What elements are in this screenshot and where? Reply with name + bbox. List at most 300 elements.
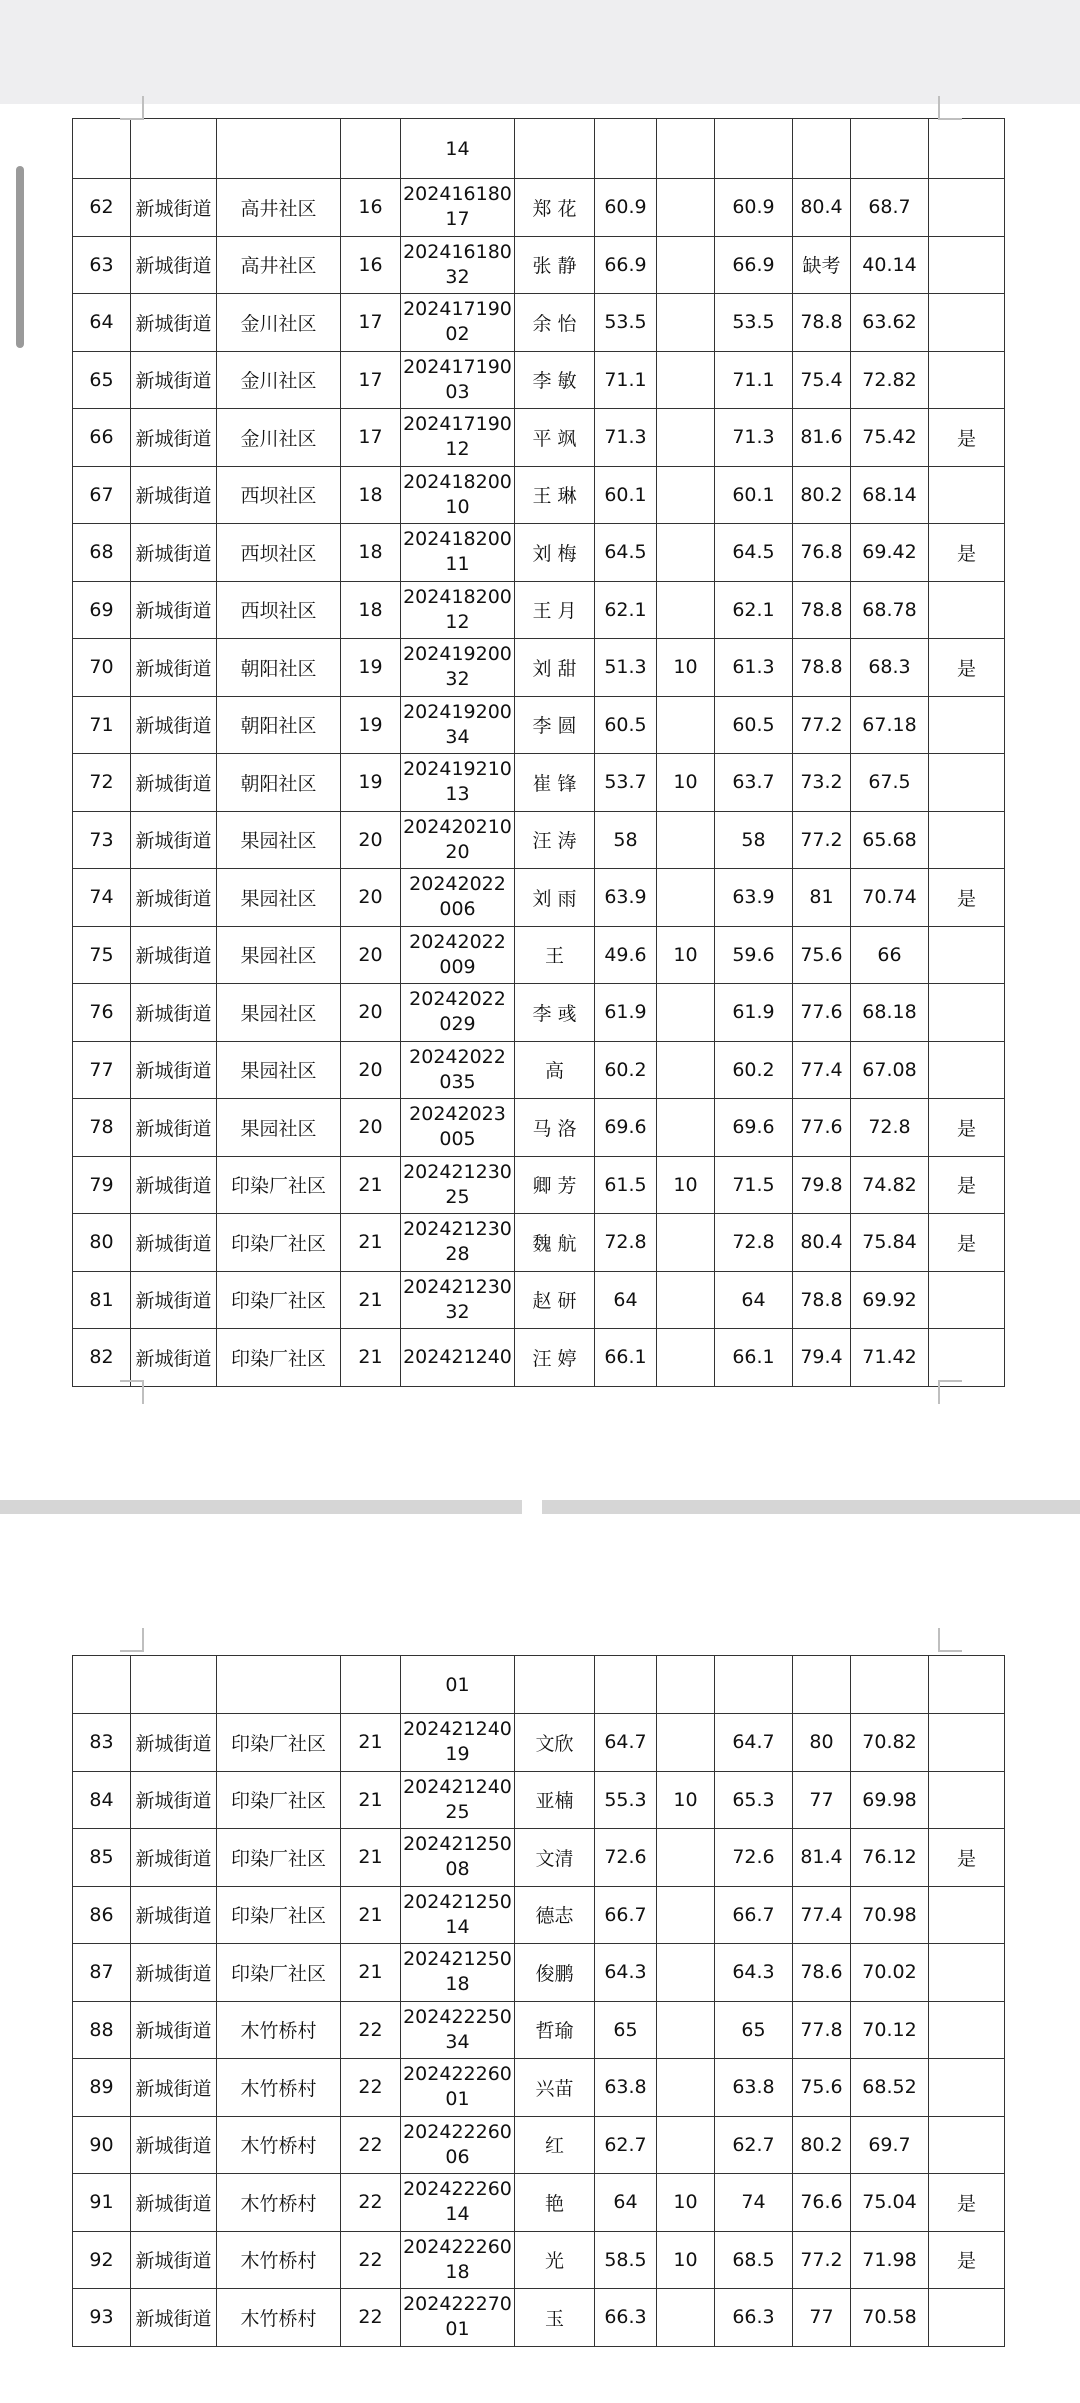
- total-score-cell: 70.98: [851, 1886, 929, 1944]
- empty-cell: [929, 1656, 1005, 1714]
- ticket-cell: [401, 2059, 515, 2117]
- total-score-cell: 67.5: [851, 754, 929, 812]
- total-score-cell: 40.14: [851, 236, 929, 294]
- street-cell: 新城街道: [131, 1829, 217, 1887]
- table-row: [73, 1099, 1005, 1157]
- ticket-part: 02: [445, 323, 470, 346]
- written-score-cell: 72.6: [595, 1829, 657, 1887]
- row-number-cell: 84: [73, 1771, 131, 1829]
- total-score-cell: 72.8: [851, 1099, 929, 1157]
- bonus-cell: [657, 1829, 715, 1887]
- name-cell: 刘 雨: [515, 869, 595, 927]
- ticket-cell: [401, 639, 515, 697]
- street-cell: 新城街道: [131, 2001, 217, 2059]
- interview-score-cell: 77.2: [793, 696, 851, 754]
- continuation-row: [73, 1656, 1005, 1714]
- ticket-part: 11: [445, 553, 470, 576]
- table-row: [73, 811, 1005, 869]
- ticket-part: 20242022: [409, 1045, 506, 1068]
- ticket-part: 202422260: [403, 2063, 512, 2086]
- written-score-cell: 65: [595, 2001, 657, 2059]
- bonus-cell: [657, 811, 715, 869]
- interview-score-cell: 76.6: [793, 2174, 851, 2232]
- interview-score-cell: 77: [793, 2289, 851, 2347]
- ticket-part: 202421230: [403, 1218, 512, 1241]
- ticket-cell: [401, 2174, 515, 2232]
- inspection-cell: [929, 2289, 1005, 2347]
- ticket-part: 06: [445, 2145, 470, 2168]
- bonus-cell: [657, 1886, 715, 1944]
- written-score-cell: 63.8: [595, 2059, 657, 2117]
- page-divider: [0, 1500, 1080, 1516]
- street-cell: 新城街道: [131, 294, 217, 352]
- street-cell: 新城街道: [131, 811, 217, 869]
- written-score-cell: 60.1: [595, 466, 657, 524]
- inspection-cell: [929, 1944, 1005, 2002]
- total-score-cell: 70.74: [851, 869, 929, 927]
- crop-mark: [120, 1380, 144, 1404]
- street-cell: 新城街道: [131, 1271, 217, 1329]
- ticket-cell: [401, 1156, 515, 1214]
- street-cell: 新城街道: [131, 409, 217, 467]
- written-total-cell: 61.9: [715, 984, 793, 1042]
- written-score-cell: 51.3: [595, 639, 657, 697]
- total-score-cell: 69.42: [851, 524, 929, 582]
- interview-score-cell: 77.4: [793, 1041, 851, 1099]
- ticket-cell: 01: [401, 1656, 515, 1714]
- street-cell: 新城街道: [131, 2231, 217, 2289]
- name-cell: 郑 花: [515, 179, 595, 237]
- street-cell: 新城街道: [131, 1156, 217, 1214]
- community-cell: 木竹桥村: [217, 2059, 341, 2117]
- ticket-part: 01: [445, 2088, 470, 2111]
- total-score-cell: 68.3: [851, 639, 929, 697]
- community-cell: 金川社区: [217, 294, 341, 352]
- ticket-part: 202420210: [403, 815, 512, 838]
- ticket-cell: [401, 754, 515, 812]
- ticket-cell: [401, 524, 515, 582]
- ticket-cell: [401, 1214, 515, 1272]
- total-score-cell: 69.98: [851, 1771, 929, 1829]
- inspection-cell: [929, 1886, 1005, 1944]
- inspection-cell: [929, 2116, 1005, 2174]
- written-total-cell: 64: [715, 1271, 793, 1329]
- inspection-cell: [929, 1329, 1005, 1387]
- written-score-cell: 66.1: [595, 1329, 657, 1387]
- bonus-cell: [657, 409, 715, 467]
- bonus-cell: [657, 1271, 715, 1329]
- empty-cell: [131, 119, 217, 179]
- bonus-cell: [657, 1214, 715, 1272]
- interview-score-cell: 77.8: [793, 2001, 851, 2059]
- street-cell: 新城街道: [131, 926, 217, 984]
- ticket-cell: [401, 1099, 515, 1157]
- community-cell: 高井社区: [217, 236, 341, 294]
- street-cell: 新城街道: [131, 1886, 217, 1944]
- table-row: [73, 524, 1005, 582]
- name-cell: 李 圆: [515, 696, 595, 754]
- bonus-cell: 10: [657, 1156, 715, 1214]
- row-number-cell: 73: [73, 811, 131, 869]
- crop-mark: [120, 96, 144, 120]
- table-row: [73, 696, 1005, 754]
- inspection-cell: [929, 294, 1005, 352]
- bonus-cell: [657, 2116, 715, 2174]
- post-code-cell: 21: [341, 1886, 401, 1944]
- total-score-cell: 66: [851, 926, 929, 984]
- community-cell: 朝阳社区: [217, 754, 341, 812]
- name-cell: 余 怡: [515, 294, 595, 352]
- community-cell: 印染厂社区: [217, 1714, 341, 1772]
- written-total-cell: 60.9: [715, 179, 793, 237]
- name-cell: 王 月: [515, 581, 595, 639]
- ticket-part: 202418200: [403, 528, 512, 551]
- written-total-cell: 66.9: [715, 236, 793, 294]
- ticket-part: 14: [445, 1915, 470, 1938]
- name-cell: 张 静: [515, 236, 595, 294]
- inspection-cell: [929, 581, 1005, 639]
- ticket-part: 25: [445, 1185, 470, 1208]
- post-code-cell: 22: [341, 2001, 401, 2059]
- written-score-cell: 66.9: [595, 236, 657, 294]
- written-score-cell: 60.2: [595, 1041, 657, 1099]
- empty-cell: [515, 119, 595, 179]
- bonus-cell: [657, 351, 715, 409]
- street-cell: 新城街道: [131, 1771, 217, 1829]
- name-cell: 文欣: [515, 1714, 595, 1772]
- continuation-row: [73, 119, 1005, 179]
- ticket-cell: [401, 696, 515, 754]
- inspection-cell: [929, 1771, 1005, 1829]
- written-score-cell: 62.1: [595, 581, 657, 639]
- total-score-cell: 70.82: [851, 1714, 929, 1772]
- written-total-cell: 60.5: [715, 696, 793, 754]
- bonus-cell: [657, 524, 715, 582]
- name-cell: 崔 锋: [515, 754, 595, 812]
- written-score-cell: 69.6: [595, 1099, 657, 1157]
- ticket-part: 202417190: [403, 355, 512, 378]
- post-code-cell: 21: [341, 1771, 401, 1829]
- table-row: [73, 1271, 1005, 1329]
- table-row: [73, 984, 1005, 1042]
- ticket-cell: [401, 294, 515, 352]
- ticket-part: 08: [445, 1858, 470, 1881]
- written-score-cell: 62.7: [595, 2116, 657, 2174]
- row-number-cell: 88: [73, 2001, 131, 2059]
- empty-cell: [73, 119, 131, 179]
- post-code-cell: 22: [341, 2116, 401, 2174]
- written-total-cell: 74: [715, 2174, 793, 2232]
- empty-cell: [793, 119, 851, 179]
- street-cell: 新城街道: [131, 179, 217, 237]
- interview-score-cell: 76.8: [793, 524, 851, 582]
- results-table-page-1: [72, 118, 1005, 1387]
- street-cell: 新城街道: [131, 1714, 217, 1772]
- ticket-part: 005: [439, 1128, 476, 1151]
- street-cell: 新城街道: [131, 639, 217, 697]
- interview-score-cell: 80.4: [793, 1214, 851, 1272]
- table-row: [73, 581, 1005, 639]
- written-total-cell: 59.6: [715, 926, 793, 984]
- interview-score-cell: 80: [793, 1714, 851, 1772]
- written-score-cell: 58.5: [595, 2231, 657, 2289]
- ticket-part: 20242023: [409, 1103, 506, 1126]
- written-total-cell: 53.5: [715, 294, 793, 352]
- street-cell: 新城街道: [131, 351, 217, 409]
- community-cell: 金川社区: [217, 409, 341, 467]
- inspection-cell: [929, 179, 1005, 237]
- name-cell: 魏 航: [515, 1214, 595, 1272]
- ticket-cell: [401, 1944, 515, 2002]
- inspection-cell: 是: [929, 524, 1005, 582]
- ticket-part: 202416180: [403, 183, 512, 206]
- street-cell: 新城街道: [131, 696, 217, 754]
- row-number-cell: 92: [73, 2231, 131, 2289]
- name-cell: 德志: [515, 1886, 595, 1944]
- table-row: [73, 409, 1005, 467]
- community-cell: 印染厂社区: [217, 1214, 341, 1272]
- total-score-cell: 76.12: [851, 1829, 929, 1887]
- community-cell: 果园社区: [217, 984, 341, 1042]
- empty-cell: [851, 119, 929, 179]
- ticket-cell: [401, 1771, 515, 1829]
- written-total-cell: 64.7: [715, 1714, 793, 1772]
- table-row: [73, 1156, 1005, 1214]
- written-score-cell: 66.3: [595, 2289, 657, 2347]
- total-score-cell: 65.68: [851, 811, 929, 869]
- ticket-part: 25: [445, 1800, 470, 1823]
- table-row: [73, 1771, 1005, 1829]
- ticket-part: 202422270: [403, 2293, 512, 2316]
- interview-score-cell: 79.8: [793, 1156, 851, 1214]
- empty-cell: [341, 1656, 401, 1714]
- written-total-cell: 71.1: [715, 351, 793, 409]
- row-number-cell: 90: [73, 2116, 131, 2174]
- crop-mark: [938, 1628, 962, 1652]
- table-row: [73, 2289, 1005, 2347]
- street-cell: 新城街道: [131, 2116, 217, 2174]
- written-total-cell: 60.1: [715, 466, 793, 524]
- row-number-cell: 91: [73, 2174, 131, 2232]
- name-cell: 艳: [515, 2174, 595, 2232]
- name-cell: 汪 婷: [515, 1329, 595, 1387]
- written-score-cell: 71.3: [595, 409, 657, 467]
- written-score-cell: 61.5: [595, 1156, 657, 1214]
- ticket-part: 17: [445, 208, 470, 231]
- community-cell: 金川社区: [217, 351, 341, 409]
- community-cell: 西坝社区: [217, 524, 341, 582]
- community-cell: 朝阳社区: [217, 696, 341, 754]
- bonus-cell: [657, 1714, 715, 1772]
- ticket-part: 20: [445, 840, 470, 863]
- name-cell: 红: [515, 2116, 595, 2174]
- ticket-cell: [401, 1041, 515, 1099]
- empty-cell: [217, 119, 341, 179]
- ticket-part: 32: [445, 1300, 470, 1323]
- ticket-cell: [401, 1829, 515, 1887]
- post-code-cell: 22: [341, 2059, 401, 2117]
- post-code-cell: 18: [341, 524, 401, 582]
- total-score-cell: 75.42: [851, 409, 929, 467]
- empty-cell: [793, 1656, 851, 1714]
- total-score-cell: 75.84: [851, 1214, 929, 1272]
- community-cell: 果园社区: [217, 926, 341, 984]
- ticket-cell: [401, 926, 515, 984]
- community-cell: 高井社区: [217, 179, 341, 237]
- ticket-part: 202421240: [403, 1345, 512, 1368]
- total-score-cell: 71.42: [851, 1329, 929, 1387]
- bonus-cell: [657, 294, 715, 352]
- street-cell: 新城街道: [131, 754, 217, 812]
- written-total-cell: 58: [715, 811, 793, 869]
- bonus-cell: [657, 696, 715, 754]
- total-score-cell: 68.18: [851, 984, 929, 1042]
- total-score-cell: 70.02: [851, 1944, 929, 2002]
- post-code-cell: 20: [341, 926, 401, 984]
- name-cell: 平 飒: [515, 409, 595, 467]
- written-total-cell: 65.3: [715, 1771, 793, 1829]
- ticket-part: 202421250: [403, 1890, 512, 1913]
- name-cell: 李 彧: [515, 984, 595, 1042]
- ticket-cell: [401, 984, 515, 1042]
- ticket-part: 13: [445, 783, 470, 806]
- table-row: [73, 1329, 1005, 1387]
- total-score-cell: 70.12: [851, 2001, 929, 2059]
- written-total-cell: 63.8: [715, 2059, 793, 2117]
- post-code-cell: 20: [341, 1041, 401, 1099]
- empty-cell: [131, 1656, 217, 1714]
- row-number-cell: 67: [73, 466, 131, 524]
- ticket-part: 20242022: [409, 988, 506, 1011]
- written-total-cell: 71.5: [715, 1156, 793, 1214]
- street-cell: 新城街道: [131, 466, 217, 524]
- ticket-cell: [401, 869, 515, 927]
- empty-cell: [595, 119, 657, 179]
- community-cell: 果园社区: [217, 869, 341, 927]
- row-number-cell: 78: [73, 1099, 131, 1157]
- ticket-part: 03: [445, 380, 470, 403]
- street-cell: 新城街道: [131, 236, 217, 294]
- ticket-part: 202421240: [403, 1775, 512, 1798]
- ticket-part: 32: [445, 265, 470, 288]
- community-cell: 印染厂社区: [217, 1886, 341, 1944]
- post-code-cell: 19: [341, 754, 401, 812]
- written-total-cell: 64.3: [715, 1944, 793, 2002]
- ticket-part: 009: [439, 955, 476, 978]
- name-cell: 马 洛: [515, 1099, 595, 1157]
- post-code-cell: 19: [341, 639, 401, 697]
- written-score-cell: 58: [595, 811, 657, 869]
- empty-cell: [515, 1656, 595, 1714]
- inspection-cell: [929, 811, 1005, 869]
- interview-score-cell: 78.8: [793, 639, 851, 697]
- inspection-cell: [929, 1041, 1005, 1099]
- post-code-cell: 21: [341, 1329, 401, 1387]
- row-number-cell: 81: [73, 1271, 131, 1329]
- written-score-cell: 66.7: [595, 1886, 657, 1944]
- street-cell: 新城街道: [131, 1041, 217, 1099]
- inspection-cell: 是: [929, 1156, 1005, 1214]
- bonus-cell: [657, 466, 715, 524]
- ticket-part: 20242022: [409, 930, 506, 953]
- table-row: [73, 179, 1005, 237]
- ticket-part: 19: [445, 1743, 470, 1766]
- written-score-cell: 53.7: [595, 754, 657, 812]
- inspection-cell: [929, 351, 1005, 409]
- row-number-cell: 72: [73, 754, 131, 812]
- ticket-part: 34: [445, 725, 470, 748]
- inspection-cell: 是: [929, 2231, 1005, 2289]
- inspection-cell: [929, 1714, 1005, 1772]
- empty-cell: [217, 1656, 341, 1714]
- table-row: [73, 926, 1005, 984]
- inspection-cell: 是: [929, 1829, 1005, 1887]
- inspection-cell: 是: [929, 869, 1005, 927]
- inspection-cell: [929, 466, 1005, 524]
- row-number-cell: 82: [73, 1329, 131, 1387]
- table-row: [73, 236, 1005, 294]
- ticket-part: 18: [445, 1973, 470, 1996]
- inspection-cell: [929, 926, 1005, 984]
- crop-mark: [938, 1380, 962, 1404]
- written-score-cell: 60.5: [595, 696, 657, 754]
- inspection-cell: 是: [929, 409, 1005, 467]
- table-row: [73, 2174, 1005, 2232]
- row-number-cell: 85: [73, 1829, 131, 1887]
- ticket-cell: [401, 1886, 515, 1944]
- post-code-cell: 21: [341, 1214, 401, 1272]
- written-score-cell: 71.1: [595, 351, 657, 409]
- ticket-part: 202422250: [403, 2005, 512, 2028]
- table-row: [73, 869, 1005, 927]
- bonus-cell: 10: [657, 2174, 715, 2232]
- ticket-cell: 14: [401, 119, 515, 179]
- name-cell: 玉: [515, 2289, 595, 2347]
- written-score-cell: 64.7: [595, 1714, 657, 1772]
- community-cell: 木竹桥村: [217, 2116, 341, 2174]
- post-code-cell: 21: [341, 1714, 401, 1772]
- post-code-cell: 16: [341, 236, 401, 294]
- name-cell: 文清: [515, 1829, 595, 1887]
- post-code-cell: 21: [341, 1944, 401, 2002]
- community-cell: 果园社区: [217, 1099, 341, 1157]
- written-total-cell: 66.3: [715, 2289, 793, 2347]
- row-number-cell: 79: [73, 1156, 131, 1214]
- interview-score-cell: 75.4: [793, 351, 851, 409]
- scrollbar-thumb[interactable]: [16, 166, 24, 348]
- community-cell: 朝阳社区: [217, 639, 341, 697]
- street-cell: 新城街道: [131, 2059, 217, 2117]
- ticket-part: 202417190: [403, 298, 512, 321]
- written-total-cell: 72.8: [715, 1214, 793, 1272]
- inspection-cell: [929, 236, 1005, 294]
- interview-score-cell: 77.2: [793, 2231, 851, 2289]
- written-score-cell: 64.3: [595, 1944, 657, 2002]
- bonus-cell: [657, 984, 715, 1042]
- written-score-cell: 63.9: [595, 869, 657, 927]
- interview-score-cell: 80.2: [793, 466, 851, 524]
- community-cell: 木竹桥村: [217, 2289, 341, 2347]
- interview-score-cell: 81.4: [793, 1829, 851, 1887]
- post-code-cell: 21: [341, 1156, 401, 1214]
- table-row: [73, 1829, 1005, 1887]
- ticket-cell: [401, 1271, 515, 1329]
- ticket-cell: [401, 1329, 515, 1387]
- inspection-cell: [929, 984, 1005, 1042]
- written-total-cell: 63.7: [715, 754, 793, 812]
- written-score-cell: 64.5: [595, 524, 657, 582]
- table-row: [73, 1886, 1005, 1944]
